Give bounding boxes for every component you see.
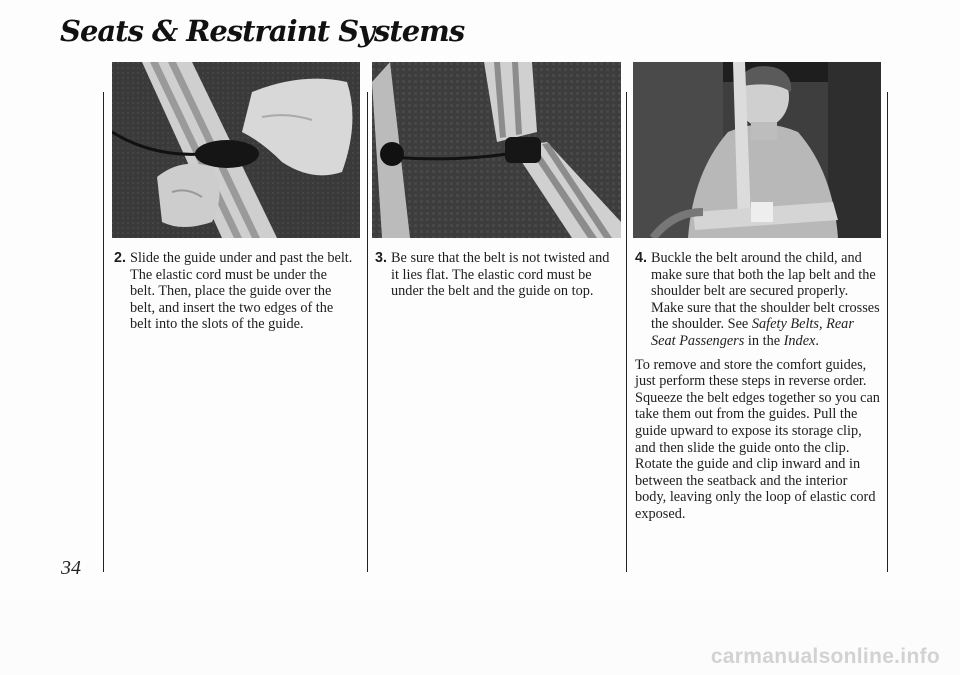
column-2-text xyxy=(375,250,613,300)
column-divider-1 xyxy=(367,92,368,572)
step-number: 2. xyxy=(114,250,126,266)
index-word: Index xyxy=(783,332,816,349)
right-margin-rule xyxy=(887,92,888,572)
column-1-text xyxy=(114,250,354,333)
step-text: Slide the guide under and past the belt. The elastic cord must be under the belt. Then, place the guide over the belt, and insert the two edges of the belt into the slots of the guide. xyxy=(130,250,353,333)
step-text xyxy=(651,250,880,349)
column-divider-2 xyxy=(626,92,627,572)
left-margin-rule xyxy=(103,92,104,572)
photo-belt-flat xyxy=(372,62,621,238)
step-number: 4. xyxy=(635,250,647,266)
step-text-start: Buckle the belt around the child, and make sure that both the lap belt and the shoulder belt are secured properly. Make sure that the shoulder belt crosses the shoulder. See xyxy=(651,250,880,333)
step-number: 3. xyxy=(375,250,387,266)
photo-child-buckled xyxy=(633,62,881,238)
step-4 xyxy=(635,250,880,350)
illustration-guide-insertion xyxy=(112,62,360,238)
step-text-mid: in the xyxy=(744,332,784,349)
step-3 xyxy=(375,250,613,300)
column-3-text xyxy=(635,250,880,523)
watermark: carmanualsonline.info xyxy=(710,645,940,668)
photo-hands-sliding-guide xyxy=(112,62,360,238)
step-2 xyxy=(114,250,354,333)
illustration-belt-guide-top xyxy=(372,62,621,238)
step-text: Be sure that the belt is not twisted and it lies flat. The elastic cord must be under the belt and the guide on top. xyxy=(391,250,610,300)
index-reference: Safety Belts, Rear Seat Passengers xyxy=(651,316,854,349)
page-number: 34 xyxy=(61,557,81,579)
step-text-end: . xyxy=(815,332,819,349)
illustration-child-with-belt xyxy=(633,62,881,238)
page-title: Seats & Restraint Systems xyxy=(60,14,465,48)
storage-instructions: To remove and store the comfort guides, just perform these steps in reverse order. Squeeze the belt edges together so you can take them out from the guides. Pull the guide upward to expose its storage clip, and then slide the guide onto the clip. Rotate the guide and clip inward and in between the seatback and the interior body, leaving only the loop of elastic cord exposed. xyxy=(635,356,880,522)
